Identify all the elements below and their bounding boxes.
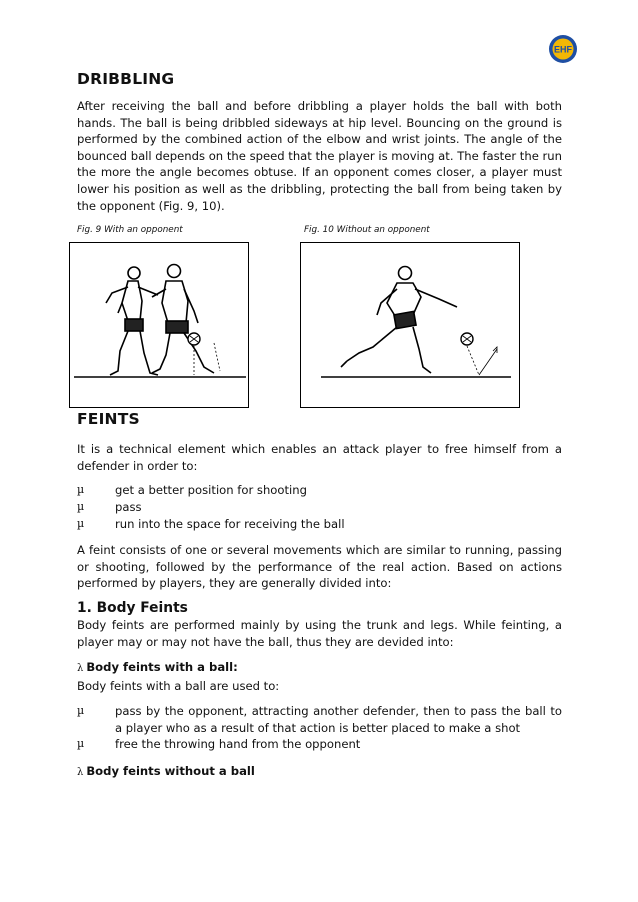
bullet-symbol: µ (77, 737, 85, 751)
list-item: µ pass by the opponent, attracting another defender, then to pass the ball to a player who as a result of that action is better placed to make a shot (77, 704, 562, 735)
fig9-illustration (69, 242, 249, 408)
lambda-symbol: λ (77, 767, 84, 779)
with-ball-text: Body feints with a ball are used to: (77, 678, 280, 693)
feint-description: A feint consists of one or several movements which are similar to running, passing or shooting, followed by the performance of the real action. Based on actions performed by players, they are generally divided into: (77, 543, 562, 591)
list-item: µ free the throwing hand from the opponent (77, 737, 361, 752)
body-feints-heading: 1. Body Feints (77, 599, 188, 616)
list-item: µ pass (77, 499, 142, 514)
dribbler-figure (341, 267, 457, 374)
bullet-symbol: µ (77, 516, 85, 530)
body-feints-description: Body feints are performed mainly by using the trunk and legs. While feinting, a player may or may not have the ball, thus they are devided into: (77, 617, 562, 649)
list-item: µ get a better position for shooting (77, 483, 307, 498)
logo-text: EHF (554, 44, 572, 55)
without-ball-heading: λ Body feints without a ball (77, 764, 255, 779)
fig9-drawing (70, 243, 248, 407)
figure-captions (77, 225, 562, 239)
bullet-symbol: µ (77, 499, 85, 513)
dribbling-paragraph: After receiving the ball and before dribbling a player holds the ball with both hands. The ball is being dribbled sideways at hip level. Bouncing on the ground is performed by the combined action of the elbow and wrist joints. The angle of the bounced ball depends on the speed that the player is moving at. The faster the run the more the angle becomes obtuse. If an opponent comes closer, a player must lower his position as well as the dribbling, protecting the ball from being taken by the opponent (Fig. 9, 10). (77, 99, 562, 213)
feints-heading: FEINTS (77, 410, 140, 429)
bullet-symbol: µ (77, 704, 85, 718)
with-ball-heading: λ Body feints with a ball: (77, 660, 238, 675)
defender-figure (152, 265, 214, 374)
with-ball-list (77, 703, 562, 753)
lambda-symbol: λ (77, 663, 84, 675)
feint-purposes-list (77, 482, 562, 532)
fig10-illustration (300, 242, 520, 408)
list-item: µ run into the space for receiving the ball (77, 516, 345, 531)
dribbling-heading: DRIBBLING (77, 70, 175, 88)
fig10-drawing (301, 243, 519, 407)
fig10-caption: Fig. 10 Without an opponent (304, 225, 430, 236)
bullet-symbol: µ (77, 483, 85, 497)
ehf-logo (548, 34, 578, 64)
attacker-figure (106, 267, 158, 375)
feints-intro: It is a technical element which enables an attack player to free himself from a defender in order to: (77, 442, 562, 473)
figures-row (77, 242, 562, 410)
page-content (77, 70, 562, 782)
fig9-caption: Fig. 9 With an opponent (77, 225, 183, 236)
